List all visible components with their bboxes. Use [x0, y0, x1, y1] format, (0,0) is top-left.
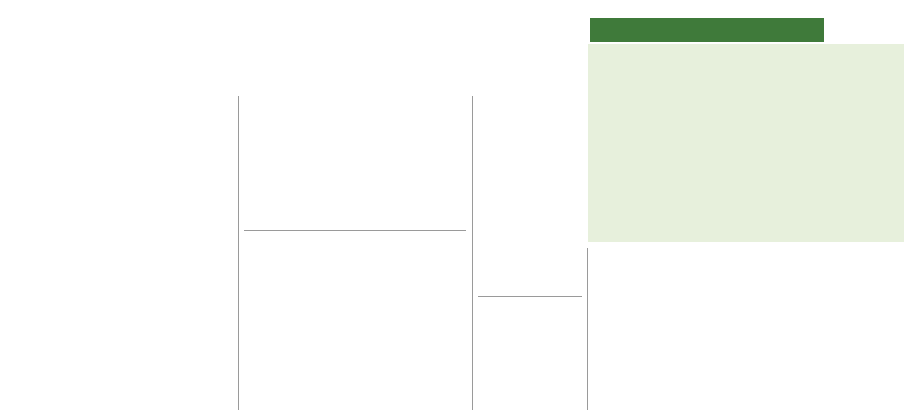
body-column-3 [478, 98, 580, 268]
body-column-5 [594, 250, 904, 410]
body-column-2-continued [244, 254, 466, 410]
sidebar-heading [590, 18, 824, 42]
body-column-2 [244, 98, 466, 228]
headline [8, 6, 578, 76]
column-rule [587, 248, 588, 410]
body-column-4-continued [478, 320, 582, 410]
section-rule [244, 230, 466, 231]
byline [150, 78, 310, 94]
body-column-1 [10, 98, 232, 410]
body-column-4 [478, 270, 582, 294]
section-rule [478, 296, 582, 297]
sidebar-body [588, 44, 904, 242]
column-rule [472, 96, 473, 410]
column-rule [238, 96, 239, 410]
